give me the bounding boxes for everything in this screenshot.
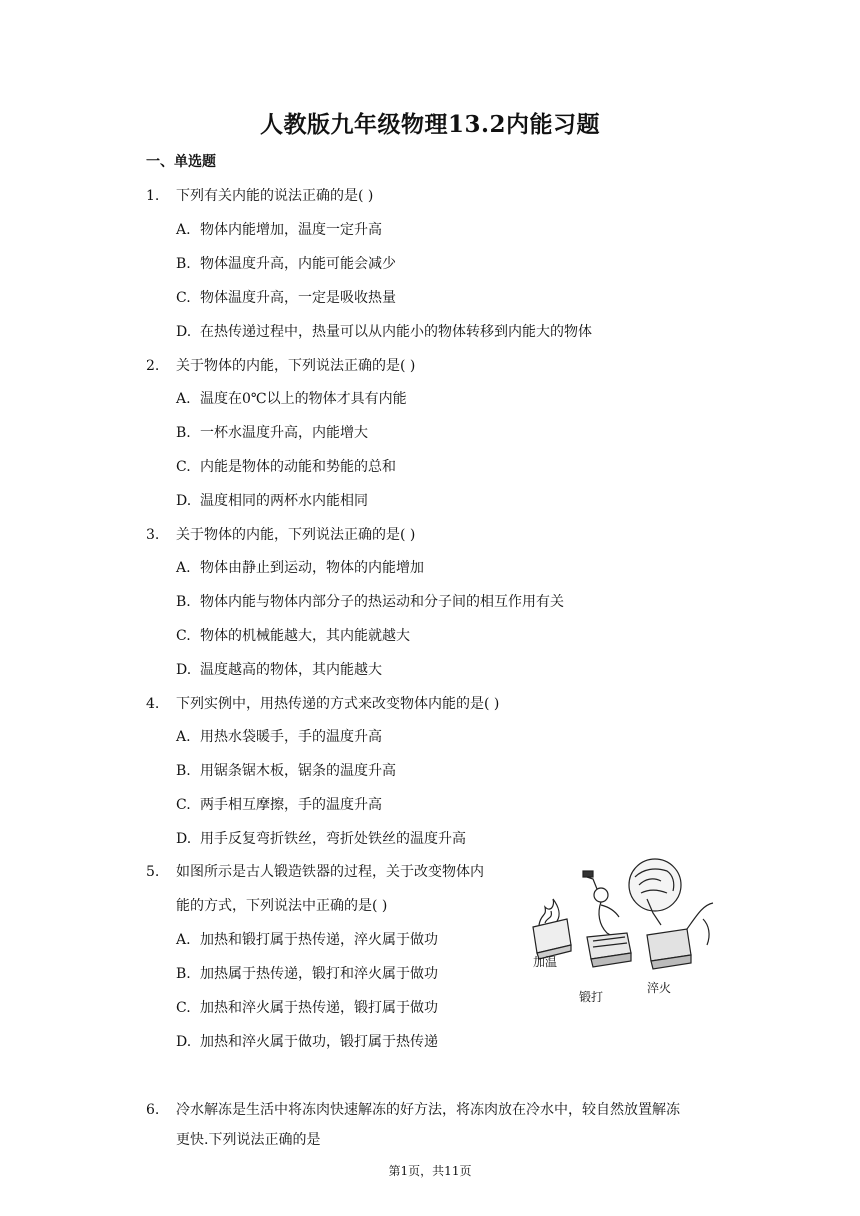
option-line: [176, 424, 368, 442]
question-number: 4.: [146, 696, 160, 712]
option-line: [176, 661, 382, 679]
option-letter: C.: [176, 797, 191, 813]
question-stem: 关于物体的内能，下列说法正确的是( ): [176, 358, 416, 374]
option-text: 加热属于热传递，锻打和淬火属于做功: [200, 966, 438, 982]
option-letter: D.: [176, 831, 192, 847]
option-line: [176, 458, 396, 476]
option-text: 温度相同的两杯水内能相同: [200, 493, 368, 509]
question-stem: 下列有关内能的说法正确的是( ): [176, 188, 374, 204]
option-text: 加热和锻打属于热传递，淬火属于做功: [200, 932, 438, 948]
option-text: 物体由静止到运动，物体的内能增加: [200, 560, 424, 576]
option-text: 物体温度升高，一定是吸收热量: [200, 290, 396, 306]
option-letter: C.: [176, 459, 191, 475]
option-line: [176, 593, 564, 611]
question-number: 2.: [146, 358, 160, 374]
option-line: [176, 728, 382, 746]
option-letter: A.: [176, 391, 191, 407]
option-letter: B.: [176, 256, 191, 272]
option-letter: C.: [176, 628, 191, 644]
option-text: 用热水袋暖手，手的温度升高: [200, 729, 382, 745]
blacksmith-drawing: [583, 871, 631, 967]
page-footer: 第1页，共11页: [388, 1164, 472, 1178]
option-text: 温度越高的物体，其内能越大: [200, 662, 382, 678]
option-text: 物体内能增加，温度一定升高: [200, 222, 382, 238]
question-number: 5.: [146, 864, 160, 880]
heating-furnace-drawing: [533, 899, 571, 959]
option-letter: B.: [176, 425, 191, 441]
option-line: [176, 965, 438, 983]
option-text: 物体温度升高，内能可能会减少: [200, 256, 396, 272]
option-letter: C.: [176, 1000, 191, 1016]
option-text: 内能是物体的动能和势能的总和: [200, 459, 396, 475]
question-stem: 如图所示是古人锻造铁器的过程，关于改变物体内: [176, 864, 484, 880]
option-letter: B.: [176, 594, 191, 610]
option-text: 在热传递过程中，热量可以从内能小的物体转移到内能大的物体: [200, 324, 592, 340]
question-stem: 能的方式，下列说法中正确的是( ): [176, 898, 388, 914]
option-text: 温度在0℃以上的物体才具有内能: [200, 391, 407, 407]
question-stem: 关于物体的内能，下列说法正确的是( ): [176, 527, 416, 543]
question-stem: 下列实例中，用热传递的方式来改变物体内能的是( ): [176, 696, 500, 712]
question-number: 3.: [146, 527, 160, 543]
option-text: 两手相互摩擦，手的温度升高: [200, 797, 382, 813]
question-number: 1.: [146, 188, 160, 204]
option-line: [176, 221, 382, 239]
question-stem: 冷水解冻是生活中将冻肉快速解冻的好方法，将冻肉放在冷水中，较自然放置解冻: [176, 1102, 680, 1118]
option-letter: B.: [176, 966, 191, 982]
option-letter: A.: [176, 729, 191, 745]
option-line: [176, 559, 424, 577]
option-letter: D.: [176, 1034, 192, 1050]
option-text: 一杯水温度升高，内能增大: [200, 425, 368, 441]
option-line: [176, 999, 438, 1017]
forging-process-figure: [527, 855, 717, 1005]
quenching-tub-drawing: [629, 859, 713, 969]
section-heading: 一、单选题: [146, 154, 216, 170]
option-line: [176, 255, 396, 273]
option-letter: A.: [176, 932, 191, 948]
option-letter: B.: [176, 763, 191, 779]
option-line: [176, 931, 438, 949]
option-text: 用锯条锯木板，锯条的温度升高: [200, 763, 396, 779]
option-line: [176, 1033, 438, 1051]
option-line: [176, 492, 368, 510]
option-letter: D.: [176, 493, 192, 509]
option-text: 用手反复弯折铁丝，弯折处铁丝的温度升高: [200, 831, 466, 847]
option-letter: D.: [176, 662, 192, 678]
question-stem: 更快.下列说法正确的是: [176, 1132, 321, 1148]
label-quenching: 淬火: [647, 981, 672, 995]
forging-illustration: [527, 855, 717, 1005]
document-title: 人教版九年级物理13.2内能习题: [259, 111, 601, 138]
option-letter: C.: [176, 290, 191, 306]
option-text: 加热和淬火属于做功，锻打属于热传递: [200, 1034, 438, 1050]
option-letter: D.: [176, 324, 192, 340]
option-line: [176, 627, 410, 645]
option-letter: A.: [176, 222, 191, 238]
option-line: [176, 830, 466, 848]
option-text: 加热和淬火属于热传递，锻打属于做功: [200, 1000, 438, 1016]
option-letter: A.: [176, 560, 191, 576]
label-forging: 锻打: [579, 990, 604, 1004]
option-text: 物体的机械能越大，其内能就越大: [200, 628, 410, 644]
option-line: [176, 796, 382, 814]
option-line: [176, 762, 396, 780]
option-line: [176, 289, 396, 307]
option-line: [176, 323, 592, 341]
label-heating: 加温: [533, 955, 558, 969]
option-line: [176, 390, 407, 408]
question-number: 6.: [146, 1102, 160, 1118]
option-text: 物体内能与物体内部分子的热运动和分子间的相互作用有关: [200, 594, 564, 610]
